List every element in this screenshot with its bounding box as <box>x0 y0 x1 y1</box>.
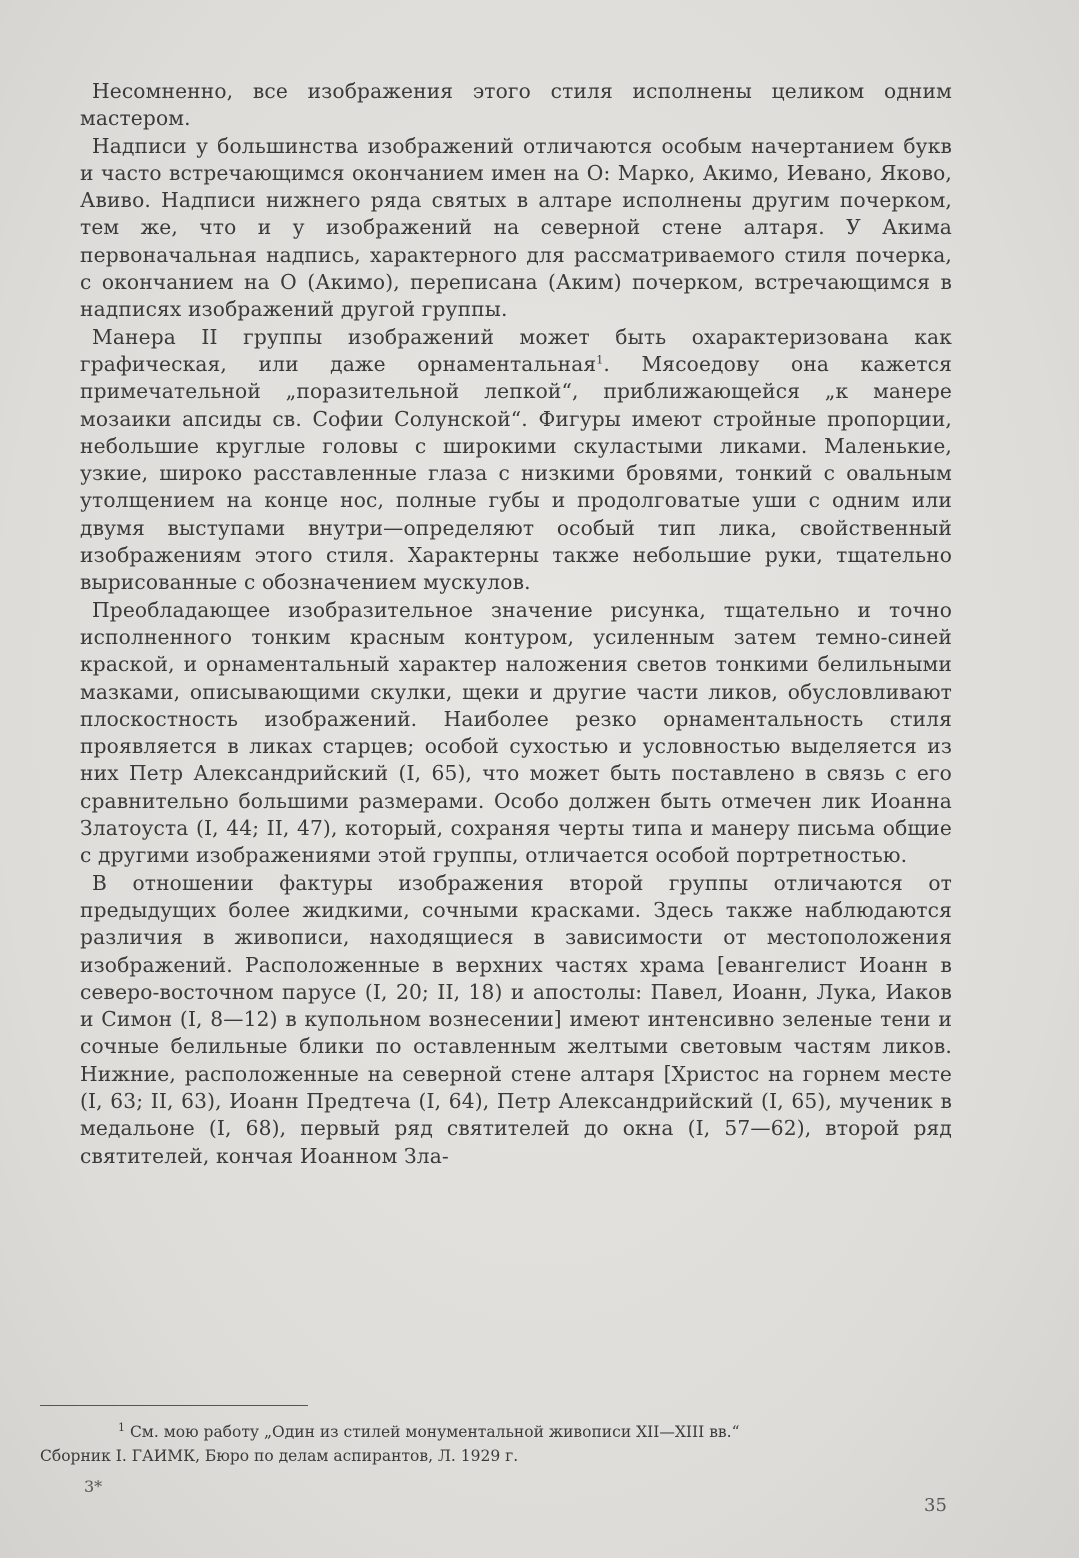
page-number: 35 <box>924 1495 947 1516</box>
footnote-divider <box>40 1405 308 1406</box>
footnote-ref: 1 <box>596 353 604 367</box>
footnote <box>40 1420 950 1468</box>
paragraph-4: Преобладающее изобразительное значение рисунка, тщательно и точно исполненного тонким красным контуром, усиленным затем темно-синей краской, и орнаментальный характер наложения светов тонкими белильными мазками, описывающими скулки, щеки и другие части ликов, обусловливают плоскостность изображений. Наиболее резко орнаментальность стиля проявляется в ликах старцев; особой сухостью и условностью выделяется из них Петр Александрийский (I, 65), что может быть поставлено в связь с его сравнительно большими размерами. Особо должен быть отмечен лик Иоанна Златоуста (I, 44; II, 47), который, сохраняя черты типа и манеру письма общие с другими изображениями этой группы, отличается особой портретностью. <box>80 597 952 868</box>
body-text <box>80 78 952 1170</box>
footnote-text-1: См. мою работу „Один из стилей монументальной живописи XII—XIII вв.“ <box>129 1423 740 1441</box>
paragraph-1: Несомненно, все изображения этого стиля исполнены целиком одним мастером. <box>80 79 952 131</box>
paragraph-3 <box>80 324 952 597</box>
signature-mark: 3* <box>84 1477 103 1496</box>
footnote-line-1 <box>40 1420 950 1444</box>
paragraph-5: В отношении фактуры изображения второй группы отличаются от предыдущих более жидкими, сочными красками. Здесь также наблюдаются различия в живописи, находящиеся в зависимости от местоположения изображений. Расположенные в верхних частях храма [евангелист Иоанн в северо-восточном парусе (I, 20; II, 18) и апостолы: Павел, Иоанн, Лука, Иаков и Симон (I, 8—12) в купольном вознесении] имеют интенсивно зеленые тени и сочные белильные блики по оставленным желтыми световым частям ликов. Нижние, расположенные на северной стене алтаря [Христос на горнем месте (I, 63; II, 63), Иоанн Предтеча (I, 64), Петр Александрийский (I, 65), мученик в медальоне (I, 68), первый ряд святителей до окна (I, 57—62), второй ряд святителей, кончая Иоанном Зла- <box>80 870 952 1168</box>
paragraph-3-start: Манера II группы изображений может быть охарактеризована как графическая, или даже орнаментальная <box>80 324 952 376</box>
paragraph-2: Надписи у большинства изображений отличаются особым начертанием букв и часто встречающимся окончанием имен на О: Марко, Акимо, Иевано, Яково, Авиво. Надписи нижнего ряда святых в алтаре исполнены другим почерком, тем же, что и у изображений на северной стене алтаря. У Акима первоначальная надпись, характерного для рассматриваемого стиля почерка, с окончанием на О (Акимо), переписана (Аким) почерком, встречающимся в надписях изображений другой группы. <box>80 133 952 322</box>
footnote-line-2: Сборник I. ГАИМК, Бюро по делам аспирантов, Л. 1929 г. <box>40 1447 519 1465</box>
paragraph-3-rest: . Мясоедову она кажется примечательной „поразительной лепкой“, приближающейся „к манере мозаики апсиды св. Софии Солунской“. Фигуры имеют стройные пропорции, небольшие круглые головы с широкими скуластыми ликами. Маленькие, узкие, широко расставленные глаза с низкими бровями, тонкий с овальным утолщением на конце нос, полные губы и продолговатые уши с одним или двумя выступами внутри—определяют особый тип лика, свойственный изображениям этого стиля. Характерны также небольшие руки, тщательно вырисованные с обозначением мускулов. <box>80 351 952 595</box>
footnote-marker: 1 <box>118 1420 125 1434</box>
